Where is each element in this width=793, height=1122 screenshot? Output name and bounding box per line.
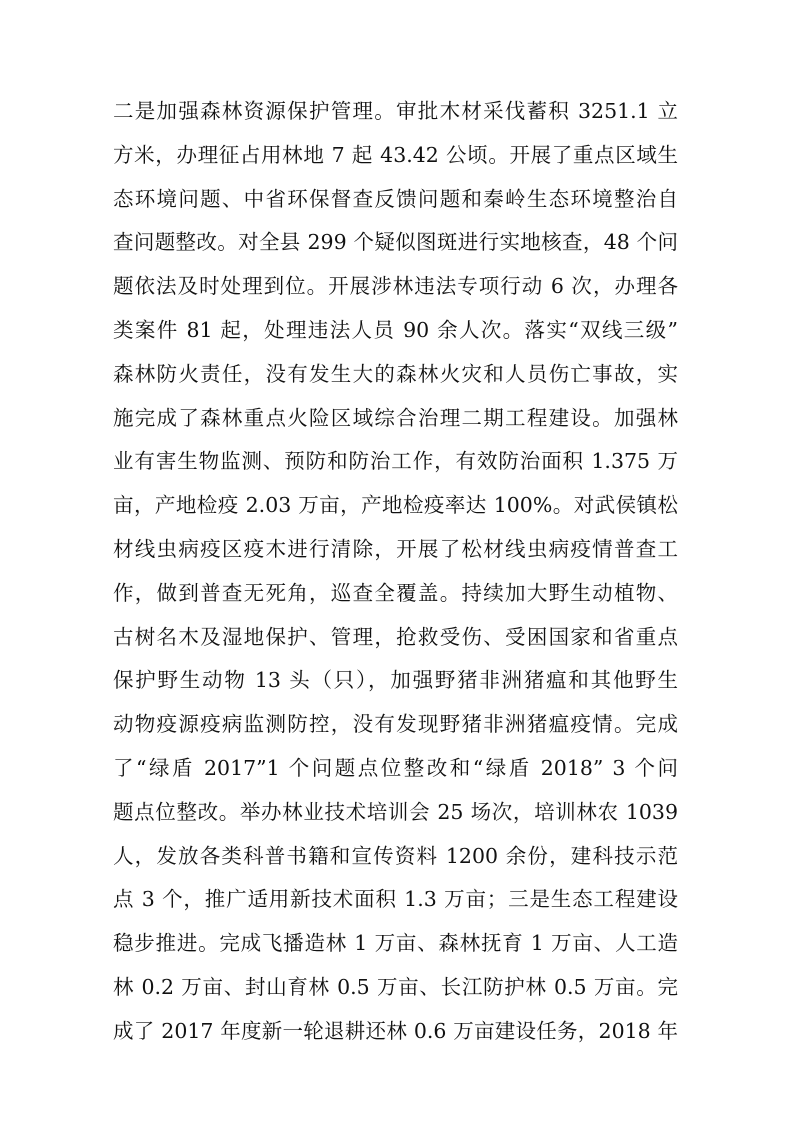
text-line: 类案件 81 起，处理违法人员 90 余人次。落实“双线三级” (113, 317, 678, 342)
text-line: 稳步推进。完成飞播造林 1 万亩、森林抚育 1 万亩、人工造 (113, 931, 678, 956)
body-paragraph (113, 90, 678, 1054)
text-line: 方米，办理征占用林地 7 起 43.42 公顷。开展了重点区域生 (113, 142, 678, 167)
text-line: 成了 2017 年度新一轮退耕还林 0.6 万亩建设任务，2018 年 (113, 1018, 678, 1043)
text-line: 古树名木及湿地保护、管理，抢救受伤、受困国家和省重点 (113, 624, 678, 649)
text-line: 点 3 个，推广适用新技术面积 1.3 万亩；三是生态工程建设 (113, 887, 678, 912)
text-line: 题点位整改。举办林业技术培训会 25 场次，培训林农 1039 (113, 799, 678, 824)
text-line: 查问题整改。对全县 299 个疑似图斑进行实地核查，48 个问 (113, 230, 678, 255)
text-line: 题依法及时处理到位。开展涉林违法专项行动 6 次，办理各 (113, 274, 678, 299)
text-line: 二是加强森林资源保护管理。审批木材采伐蓄积 3251.1 立 (113, 99, 678, 123)
text-line: 了“绿盾 2017”1 个问题点位整改和“绿盾 2018” 3 个问 (113, 755, 678, 780)
text-line: 亩，产地检疫 2.03 万亩，产地检疫率达 100%。对武侯镇松 (113, 493, 678, 518)
text-line: 作，做到普查无死角，巡查全覆盖。持续加大野生动植物、 (113, 580, 678, 605)
text-line: 林 0.2 万亩、封山育林 0.5 万亩、长江防护林 0.5 万亩。完 (113, 974, 678, 999)
text-line: 动物疫源疫病监测防控，没有发现野猪非洲猪瘟疫情。完成 (113, 712, 678, 737)
text-line: 态环境问题、中省环保督查反馈问题和秦岭生态环境整治自 (113, 186, 678, 211)
text-line: 材线虫病疫区疫木进行清除，开展了松材线虫病疫情普查工 (113, 536, 678, 561)
text-line: 森林防火责任，没有发生大的森林火灾和人员伤亡事故，实 (113, 361, 678, 386)
text-line: 施完成了森林重点火险区域综合治理二期工程建设。加强林 (113, 405, 678, 430)
text-line: 保护野生动物 13 头（只），加强野猪非洲猪瘟和其他野生 (113, 668, 678, 693)
text-line: 业有害生物监测、预防和防治工作，有效防治面积 1.375 万 (113, 449, 678, 474)
text-line: 人，发放各类科普书籍和宣传资料 1200 余份，建科技示范 (113, 843, 678, 868)
